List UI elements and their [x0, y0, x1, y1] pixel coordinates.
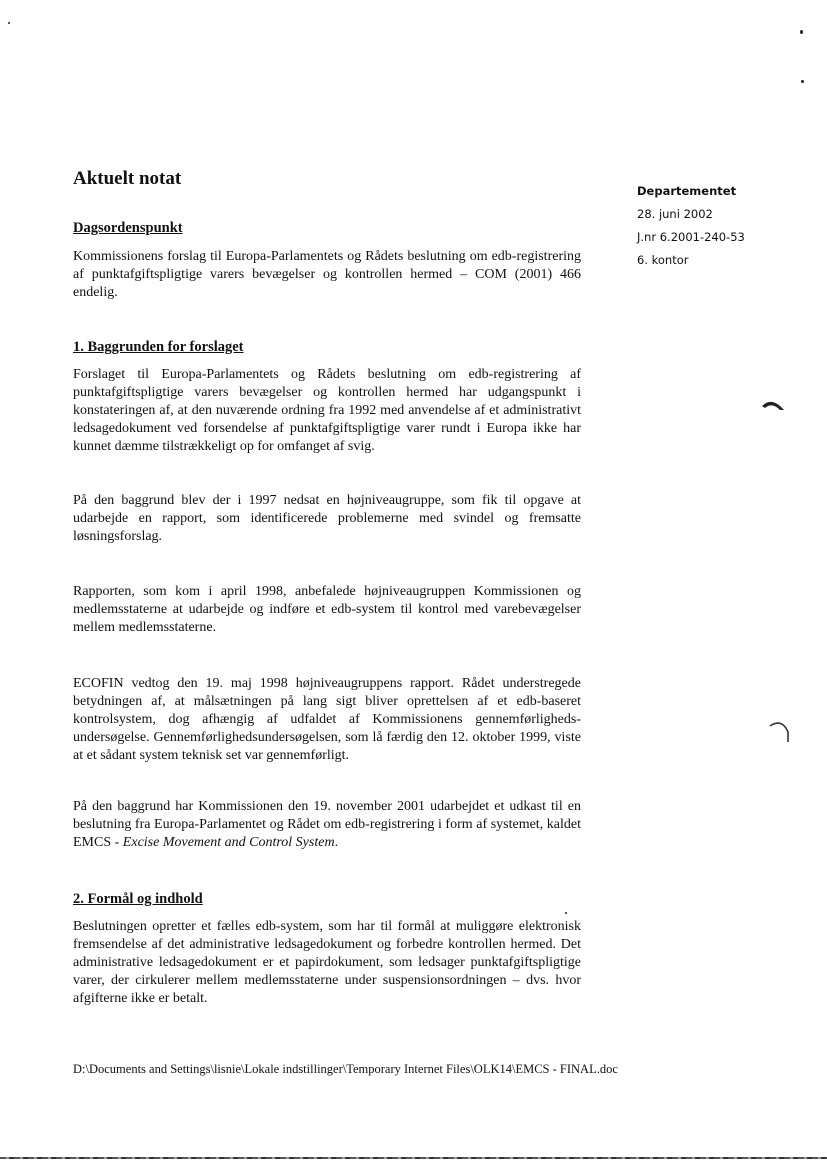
emcs-full-name: Excise Movement and Control System — [122, 835, 335, 850]
punch-hole-mark — [760, 396, 786, 416]
section1-emcs-text: På den baggrund har Kommissionen den 19. november 2001 udarbejdet et udkast til en beslutning fra Europa-Parlamentet og Rådet om edb-registrering i form af systemet, kaldet EMCS - — [73, 799, 581, 850]
scan-speck — [801, 80, 804, 83]
section2-heading: 2. Formål og indhold — [73, 891, 203, 907]
section1-paragraph: Forslaget til Europa-Parlamentets og Rådets beslutning om edb-registrering af punktafgiftspligtige varers bevægelser og kontrollen hermed har udgangspunkt i konstateringen af, at den nuværende ordning fra 1992 med anvendelse af et administrativt ledsagedokument ved forsendelse af punktafgiftspligtige varer rundt i Europa ikke har kunnet dæmme tilstrækkeligt op for omfanget af svig. — [73, 367, 581, 454]
section1-paragraph-emcs — [73, 798, 581, 852]
department-label: Departementet — [637, 184, 737, 198]
scan-speck — [565, 912, 567, 914]
office-label: 6. kontor — [637, 253, 689, 267]
document-title: Aktuelt notat — [73, 168, 182, 189]
journal-number: J.nr 6.2001-240-53 — [637, 230, 745, 244]
footer-file-path: D:\Documents and Settings\lisnie\Lokale indstillinger\Temporary Internet Files\OLK14\EMCS - FINAL.doc — [73, 1062, 618, 1076]
section1-heading: 1. Baggrunden for forslaget — [73, 339, 244, 355]
document-meta — [637, 180, 817, 272]
scan-speck — [800, 30, 803, 34]
punch-hole-mark — [768, 718, 792, 744]
scan-edge-line — [0, 1157, 827, 1159]
section1-paragraph: Rapporten, som kom i april 1998, anbefalede højniveaugruppen Kommissionen og medlemsstaterne at udarbejde og indføre et edb-system til kontrol med varebevægelser mellem medlemsstaterne. — [73, 584, 581, 635]
section1-paragraph: På den baggrund blev der i 1997 nedsat en højniveaugruppe, som fik til opgave at udarbejde en rapport, som identificerede problemerne med svindel og fremsatte løsningsforslag. — [73, 493, 581, 544]
scan-speck — [8, 22, 10, 24]
agenda-heading: Dagsordenspunkt — [73, 220, 183, 236]
document-date: 28. juni 2002 — [637, 207, 713, 221]
section1-paragraph: ECOFIN vedtog den 19. maj 1998 højniveaugruppens rapport. Rådet understregede betydningen af, at målsætningen på lang sigt bliver oprettelsen af et edb-baseret kontrolsystem, dog afhængig af udfaldet af Kommissionens gennemførligheds-undersøgelse. Gennemførlighedsundersøgelsen, som lå færdig den 12. oktober 1999, viste at et sådant system teknisk set var gennemførligt. — [73, 676, 581, 763]
section1-emcs-end: . — [334, 835, 339, 850]
agenda-text: Kommissionens forslag til Europa-Parlamentets og Rådets beslutning om edb-registrering af punktafgiftspligtige varers bevægelser og kontrollen hermed – COM (2001) 466 endelig. — [73, 249, 581, 300]
section2-text: Beslutningen opretter et fælles edb-system, som har til formål at muliggøre elektronisk fremsendelse af det administrative ledsagedokument og forbedre kontrollen hermed. Det administrative ledsagedokument er et papirdokument, som ledsager punktafgiftspligtige varer, der cirkulerer mellem medlemsstaterne under suspensionsordningen – dvs. hvor afgifterne ikke er betalt. — [73, 919, 581, 1006]
